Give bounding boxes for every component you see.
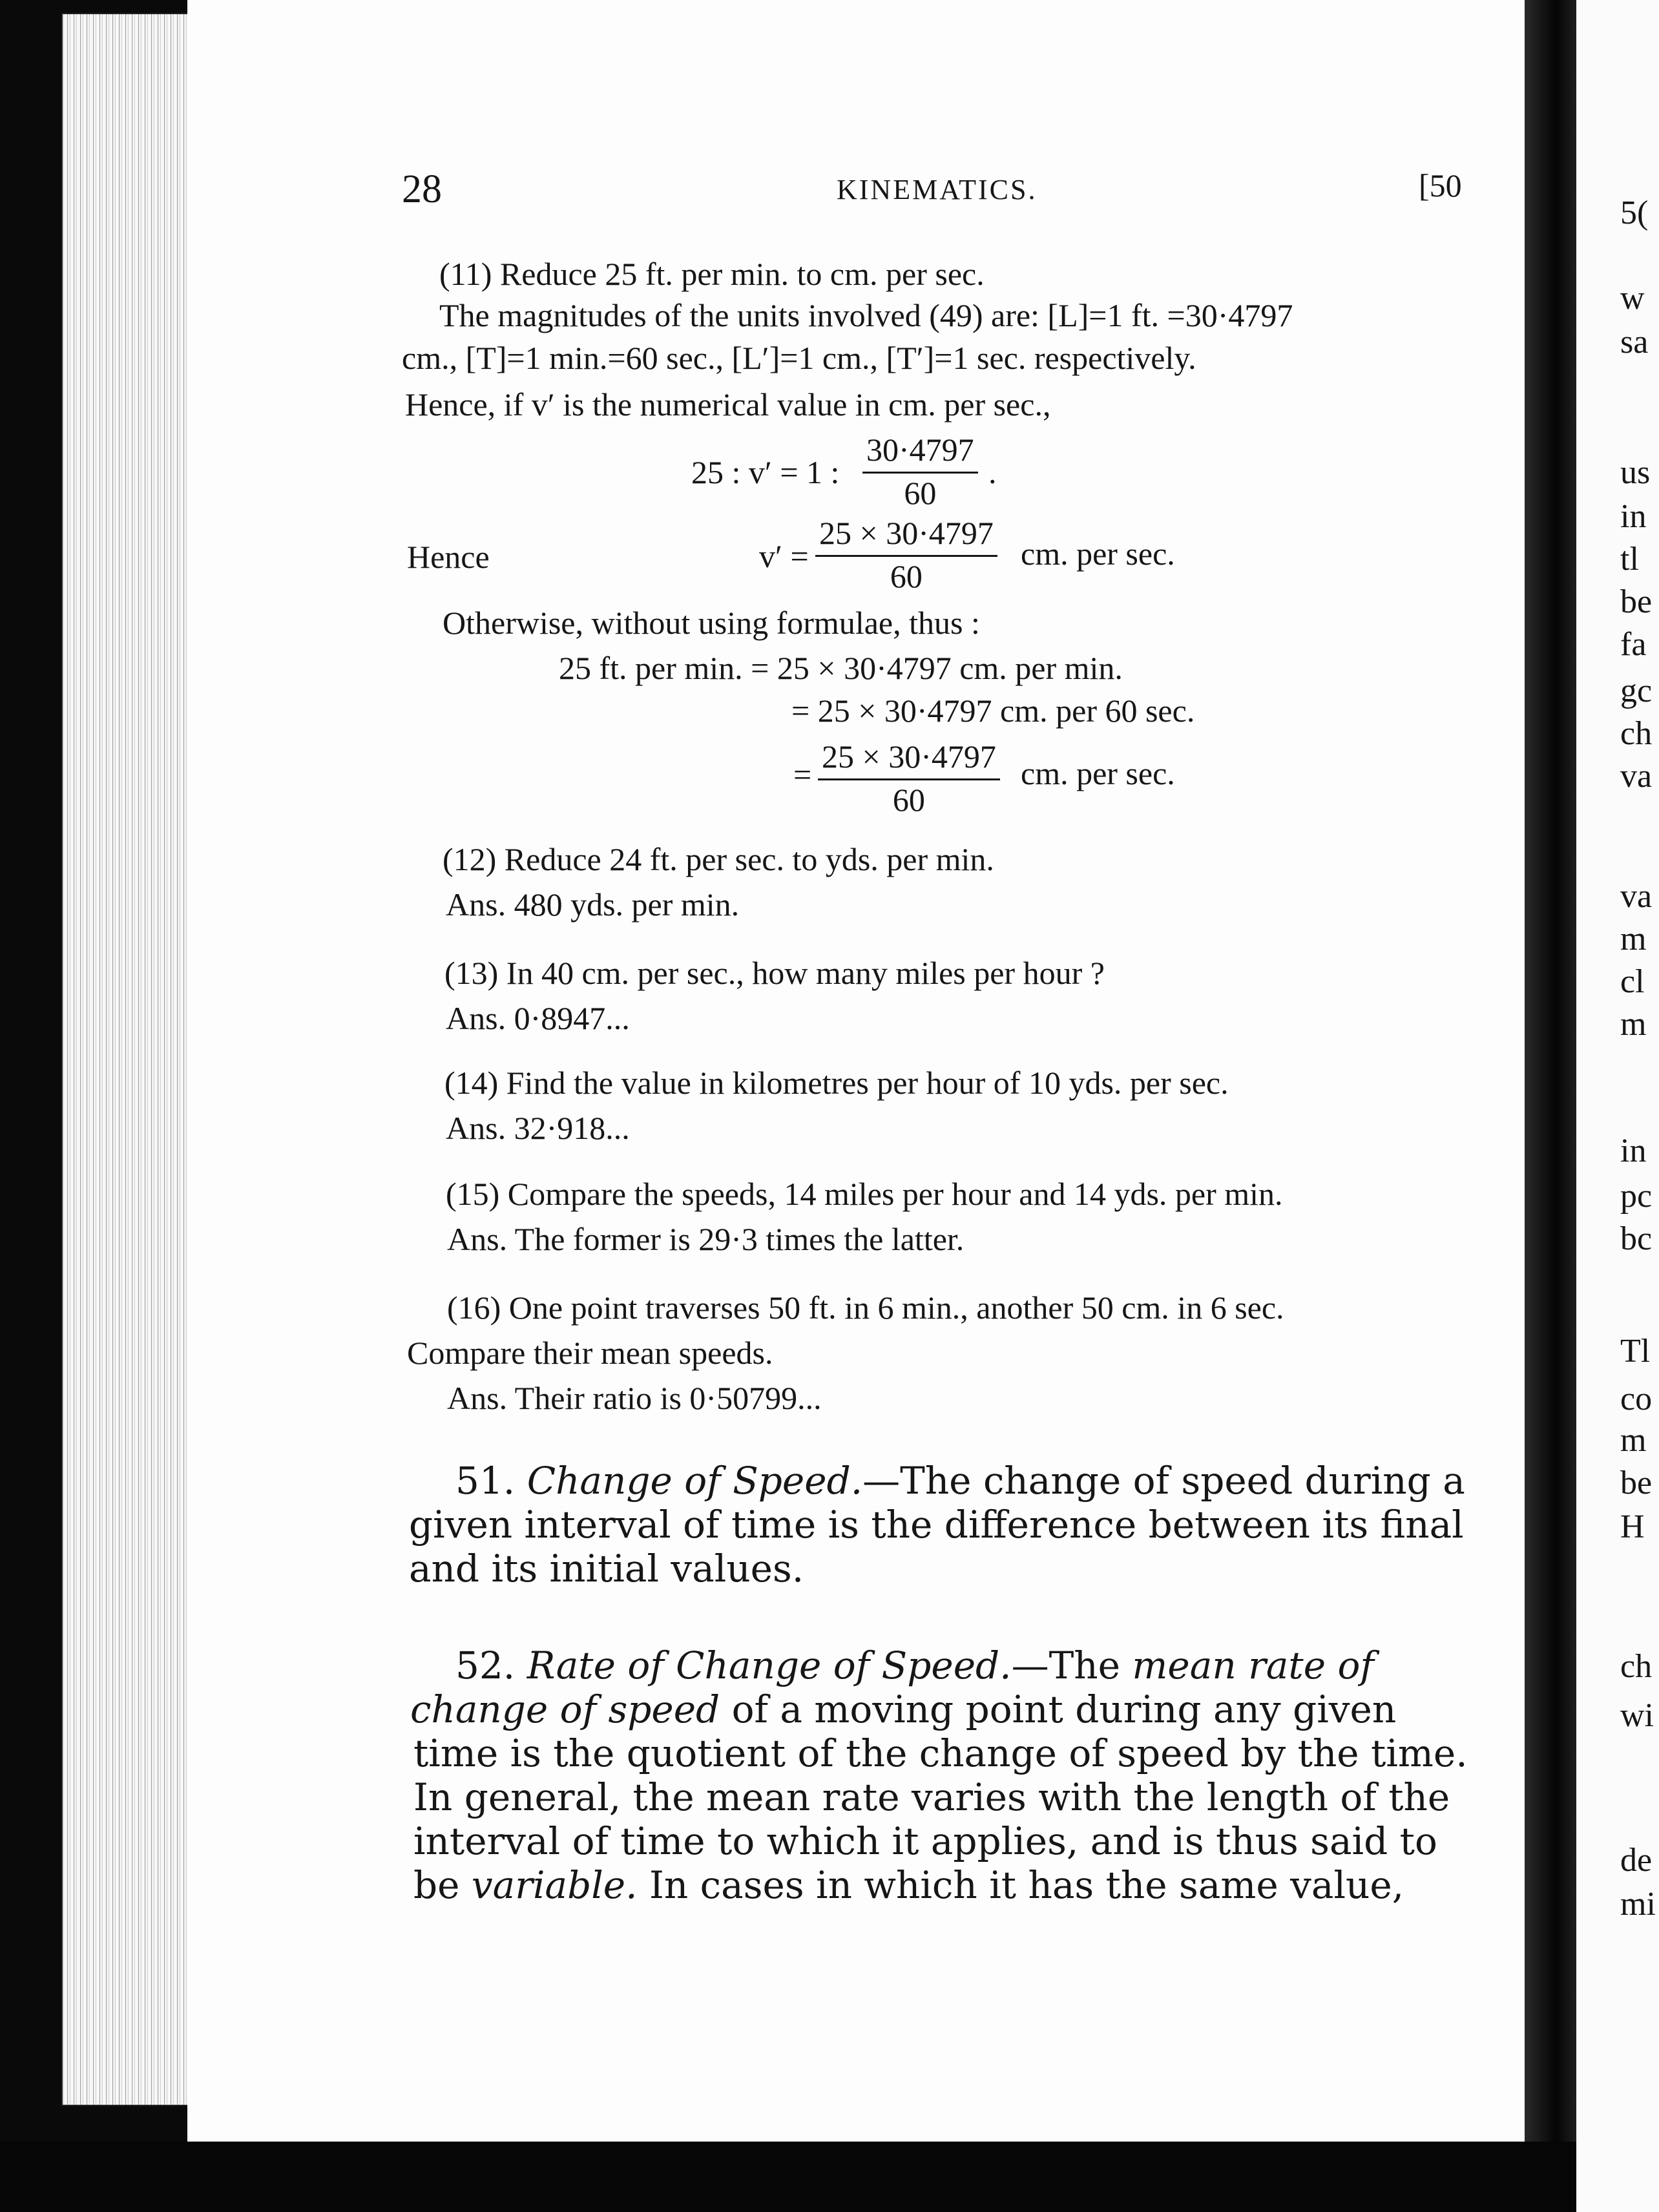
conversion-step-2: = 25 × 30·4797 cm. per 60 sec.	[791, 693, 1195, 729]
section-52-number: 52.	[455, 1643, 516, 1687]
section-52-mean-rate-term: mean rate of	[1132, 1643, 1374, 1687]
exercise-13-question: (13) In 40 cm. per sec., how many miles per hour ?	[444, 955, 1105, 991]
facing-fragment: ch	[1620, 1648, 1653, 1685]
facing-fragment: m	[1620, 1006, 1647, 1043]
section-51-line1-rest: —The change of speed during a	[862, 1459, 1465, 1503]
exercise-16-question-line2: Compare their mean speeds.	[407, 1335, 773, 1371]
section-52-line6-b: In cases in which it has the same value,	[649, 1863, 1404, 1907]
facing-fragment: va	[1620, 878, 1653, 915]
facing-fragment: in	[1620, 1132, 1647, 1169]
section-52-line3: time is the quotient of the change of speed by the time.	[413, 1731, 1468, 1775]
exercise-15-answer: Ans. The former is 29·3 times the latter.	[447, 1221, 965, 1257]
scan-border	[0, 2142, 1576, 2212]
conversion-step-1: 25 ft. per min. = 25 × 30·4797 cm. per min.	[559, 650, 1123, 686]
section-reference: [50	[1419, 167, 1462, 203]
example-11-line3: Hence, if v′ is the numerical value in cm. per sec.,	[405, 386, 1051, 423]
section-52-title: Rate of Change of Speed.	[527, 1643, 1012, 1687]
section-51-line3: and its initial values.	[409, 1547, 804, 1591]
book-gutter	[1525, 0, 1576, 2212]
section-52-line6	[413, 1863, 1404, 1907]
facing-fragment: us	[1620, 454, 1651, 491]
exercise-16-question-line1: (16) One point traverses 50 ft. in 6 min., another 50 cm. in 6 sec.	[447, 1289, 1284, 1326]
book-page-edges	[61, 13, 200, 2106]
section-52-line2	[410, 1687, 1396, 1731]
facing-fragment: w	[1620, 280, 1645, 317]
v-prime-denominator: 60	[890, 558, 923, 594]
section-51-number: 51.	[455, 1459, 516, 1503]
facing-fragment: sa	[1620, 324, 1649, 360]
section-51-line1	[455, 1459, 1465, 1503]
otherwise-line: Otherwise, without using formulae, thus :	[443, 605, 980, 641]
facing-fragment: fa	[1620, 626, 1647, 663]
facing-fragment: be	[1620, 583, 1653, 620]
conversion-step-3-equals: =	[793, 756, 812, 793]
facing-fragment: Tl	[1620, 1333, 1651, 1370]
section-52-line1	[455, 1643, 1374, 1687]
facing-fragment: m	[1620, 921, 1647, 957]
page-number: 28	[402, 167, 442, 211]
conversion-step-3-fraction	[818, 738, 1000, 819]
conversion-step-3-unit: cm. per sec.	[1021, 755, 1175, 791]
ratio-period: .	[988, 454, 997, 490]
facing-fragment: wi	[1620, 1697, 1654, 1734]
section-52-line5: interval of time to which it applies, and is thus said to	[413, 1819, 1437, 1863]
ratio-numerator: 30·4797	[862, 432, 978, 474]
example-11-question: (11) Reduce 25 ft. per min. to cm. per sec.	[439, 256, 985, 292]
example-11-line2: cm., [T]=1 min.=60 sec., [L′]=1 cm., [T′]=1 sec. respectively.	[402, 340, 1196, 376]
facing-fragment: H	[1620, 1508, 1645, 1545]
facing-fragment: 5(	[1620, 194, 1649, 231]
facing-fragment: mi	[1620, 1886, 1656, 1923]
ratio-fraction	[862, 432, 978, 512]
section-52-change-of-speed-term: change of speed	[410, 1687, 720, 1731]
facing-fragment: pc	[1620, 1178, 1653, 1215]
conversion-step-3-denominator: 60	[892, 782, 925, 818]
facing-fragment: de	[1620, 1842, 1653, 1879]
section-52-variable-term: variable.	[471, 1863, 638, 1907]
section-51-title: Change of Speed.	[527, 1459, 863, 1503]
facing-fragment: gc	[1620, 673, 1653, 709]
section-52-line4: In general, the mean rate varies with the length of the	[413, 1775, 1450, 1819]
facing-fragment: be	[1620, 1465, 1653, 1501]
exercise-12-question: (12) Reduce 24 ft. per sec. to yds. per min.	[443, 841, 994, 877]
v-prime-lhs: v′ =	[759, 538, 809, 574]
hence-label: Hence	[407, 539, 490, 575]
exercise-14-answer: Ans. 32·918...	[446, 1110, 630, 1146]
facing-fragment: in	[1620, 498, 1647, 535]
v-prime-fraction	[815, 515, 997, 596]
exercise-12-answer: Ans. 480 yds. per min.	[446, 886, 740, 923]
section-51-line2: given interval of time is the difference between its final	[409, 1503, 1464, 1547]
exercise-16-answer: Ans. Their ratio is 0·50799...	[447, 1380, 822, 1416]
running-title: KINEMATICS.	[837, 174, 1038, 205]
section-52-line6-a: be	[413, 1863, 460, 1907]
section-52-line1-mid: —The	[1011, 1643, 1120, 1687]
exercise-15-question: (15) Compare the speeds, 14 miles per hour and 14 yds. per min.	[446, 1176, 1283, 1212]
facing-fragment: va	[1620, 758, 1653, 795]
ratio-denominator: 60	[904, 475, 937, 511]
facing-fragment: cl	[1620, 963, 1645, 1000]
v-prime-unit: cm. per sec.	[1021, 536, 1175, 572]
facing-fragment: m	[1620, 1422, 1647, 1459]
facing-fragment: ch	[1620, 715, 1653, 752]
section-52-line2-rest: of a moving point during any given	[731, 1687, 1397, 1731]
ratio-lhs: 25 : v′ = 1 :	[691, 454, 840, 490]
facing-fragment: co	[1620, 1381, 1653, 1417]
facing-fragment: tl	[1620, 541, 1639, 578]
conversion-step-3-numerator: 25 × 30·4797	[818, 738, 1000, 780]
exercise-13-answer: Ans. 0·8947...	[446, 1000, 630, 1036]
facing-fragment: bc	[1620, 1220, 1653, 1257]
v-prime-numerator: 25 × 30·4797	[815, 515, 997, 557]
exercise-14-question: (14) Find the value in kilometres per hour of 10 yds. per sec.	[444, 1065, 1229, 1101]
example-11-line1: The magnitudes of the units involved (49) are: [L]=1 ft. =30·4797	[439, 297, 1293, 333]
